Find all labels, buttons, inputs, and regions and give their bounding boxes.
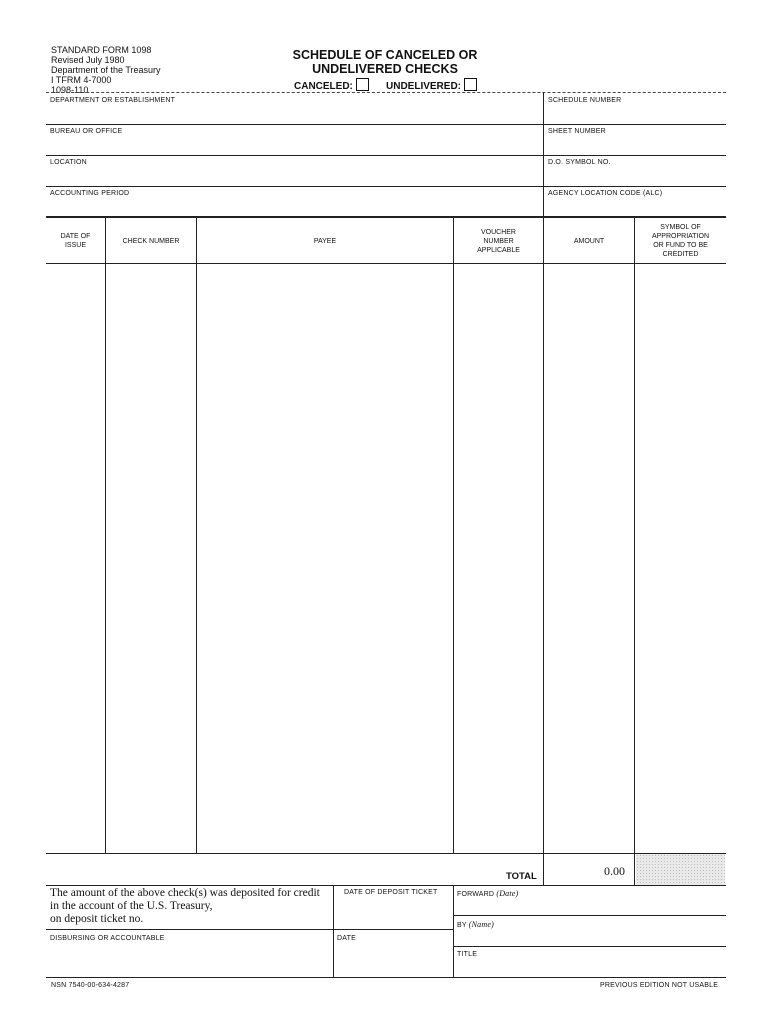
- form-revision: Revised July 1980: [51, 55, 125, 65]
- form-number: STANDARD FORM 1098: [51, 45, 152, 55]
- column-divider: [105, 217, 106, 853]
- department-field[interactable]: [46, 93, 543, 124]
- date-label: DATE: [337, 935, 356, 942]
- deposit-statement-line-3: on deposit ticket no.: [50, 913, 144, 925]
- column-divider: [543, 217, 544, 885]
- deposit-statement-line-1: The amount of the above check(s) was deposited for credit: [50, 887, 320, 899]
- location-label: LOCATION: [50, 159, 87, 166]
- form-tfrm: I TFRM 4-7000: [51, 75, 112, 85]
- form-code: 1098-110: [51, 85, 89, 95]
- undelivered-option: [386, 78, 477, 92]
- table-bottom-line: [46, 853, 726, 854]
- grid-line: [46, 216, 726, 218]
- disbursing-field[interactable]: [46, 930, 333, 977]
- column-header-symbol: SYMBOL OF APPROPRIATION OR FUND TO BE CREDITED: [651, 224, 710, 258]
- deposit-statement: [50, 887, 320, 926]
- alc-field[interactable]: [544, 187, 726, 216]
- column-divider: [634, 217, 635, 885]
- by-label: BY (Name): [457, 920, 494, 929]
- column-header-voucher: VOUCHER NUMBER APPLICABLE: [477, 229, 520, 254]
- forward-label: FORWARD (Date): [457, 889, 519, 898]
- undelivered-checkbox[interactable]: [464, 78, 477, 91]
- column-divider: [196, 217, 197, 853]
- canceled-label: CANCELED:: [294, 81, 353, 92]
- disbursing-label: DISBURSING OR ACCOUNTABLE: [50, 935, 165, 942]
- by-field[interactable]: [454, 916, 726, 946]
- accounting-period-label: ACCOUNTING PERIOD: [50, 190, 130, 197]
- do-symbol-field[interactable]: [544, 156, 726, 186]
- by-hint: (Name): [468, 920, 494, 929]
- total-label: TOTAL: [506, 871, 537, 882]
- alc-label: AGENCY LOCATION CODE (ALC): [548, 190, 663, 197]
- title-line-2: UNDELIVERED CHECKS: [312, 62, 458, 76]
- title-field[interactable]: [454, 947, 726, 977]
- date-of-deposit-ticket-label: DATE OF DEPOSIT TICKET: [344, 889, 438, 896]
- column-header-payee: PAYEE: [313, 238, 337, 245]
- sheet-number-label: SHEET NUMBER: [548, 128, 606, 135]
- undelivered-label: UNDELIVERED:: [386, 81, 462, 92]
- table-header-line: [46, 263, 726, 264]
- forward-field[interactable]: [454, 886, 726, 915]
- accounting-period-field[interactable]: [46, 187, 543, 216]
- total-shaded-cell: [636, 854, 725, 885]
- nsn-code: NSN 7540-00-634-4287: [51, 982, 130, 989]
- form-department: Department of the Treasury: [51, 65, 161, 75]
- date-of-deposit-ticket-field[interactable]: [334, 886, 453, 929]
- column-divider: [453, 217, 454, 853]
- previous-edition-note: PREVIOUS EDITION NOT USABLE: [600, 982, 719, 989]
- do-symbol-label: D.O. SYMBOL NO.: [548, 159, 611, 166]
- deposit-statement-line-2: in the account of the U.S. Treasury,: [50, 900, 213, 912]
- bureau-label: BUREAU OR OFFICE: [50, 128, 123, 135]
- department-label: DEPARTMENT OR ESTABLISHMENT: [50, 97, 176, 104]
- canceled-option: [294, 78, 369, 92]
- title-label: TITLE: [457, 951, 478, 958]
- schedule-number-label: SCHEDULE NUMBER: [548, 97, 622, 104]
- canceled-checkbox[interactable]: [356, 78, 369, 91]
- column-header-amount: AMOUNT: [573, 238, 605, 245]
- schedule-number-field[interactable]: [544, 93, 726, 124]
- title-line-1: SCHEDULE OF CANCELED OR: [292, 48, 478, 62]
- column-header-date-of-issue: DATE OF ISSUE: [60, 233, 91, 249]
- form-info: [51, 45, 161, 95]
- location-field[interactable]: [46, 156, 543, 186]
- column-header-check-number: CHECK NUMBER: [122, 238, 180, 245]
- forward-hint: (Date): [496, 889, 519, 898]
- sheet-number-field[interactable]: [544, 125, 726, 155]
- footer-bottom-line: [46, 977, 726, 978]
- bureau-field[interactable]: [46, 125, 543, 155]
- date-field[interactable]: [334, 930, 453, 977]
- page-title: [265, 48, 505, 76]
- total-value: 0.00: [604, 864, 625, 878]
